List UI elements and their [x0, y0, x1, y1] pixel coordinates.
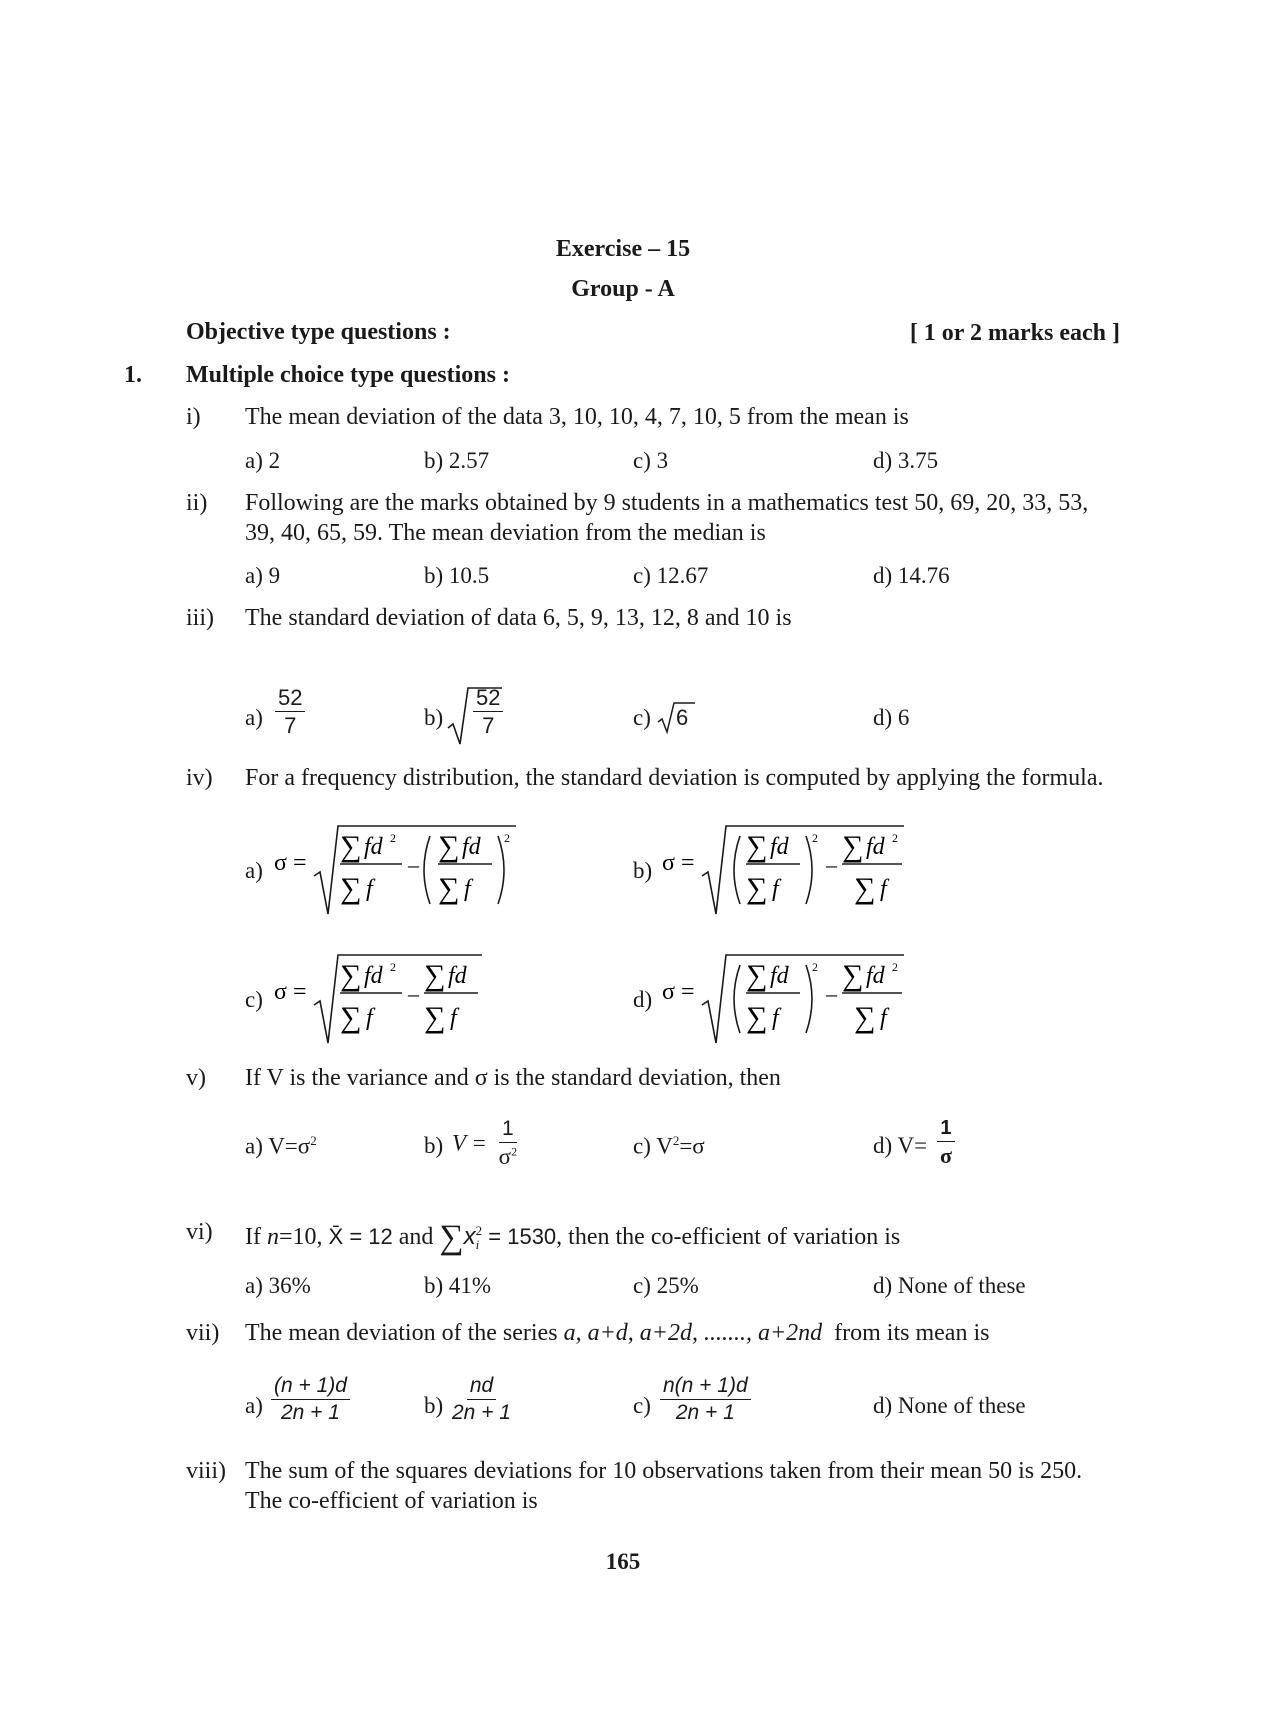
q1-option-a: a) 2 — [245, 448, 281, 473]
q4-b-sq1: 2 — [812, 831, 818, 845]
objective-heading: Objective type questions : — [186, 319, 451, 345]
q7-number: vii) — [186, 1320, 220, 1346]
q2-text-line1: Following are the marks obtained by 9 students in a mathematics test 50, 69, 20, 33, 53, — [245, 490, 1089, 516]
q4-d-fd: fd — [770, 963, 789, 989]
q4-option-c-label: c) — [245, 987, 263, 1012]
q8-text-line2: The co-efficient of variation is — [245, 1488, 538, 1514]
q6-n: n — [266, 1224, 279, 1250]
q4-b-minus: – — [826, 852, 837, 877]
q4-d-minus: – — [826, 981, 837, 1006]
q6-option-d: d) None of these — [873, 1273, 1026, 1298]
q4-text: For a frequency distribution, the standard deviation is computed by applying the formula. — [245, 765, 1104, 791]
q4-option-b-formula — [658, 818, 908, 918]
q7-a-num: (n + 1)d — [271, 1375, 350, 1400]
q4-d-sigma-eq: σ = — [662, 979, 695, 1005]
q5-b-lhs: V = — [452, 1130, 487, 1156]
q4-b-f2: f — [880, 876, 887, 902]
mcq-heading: Multiple choice type questions : — [186, 362, 510, 388]
q3-b-numerator: 52 — [473, 686, 503, 712]
q3-option-c-label: c) — [633, 705, 651, 730]
q7-option-a-fraction — [268, 1375, 353, 1424]
q6-number: vi) — [186, 1219, 213, 1245]
q6-option-b: b) 41% — [424, 1273, 492, 1298]
q3-a-numerator: 52 — [275, 686, 305, 712]
q4-b-f1: f — [772, 876, 779, 902]
q5-option-b-expr — [452, 1118, 523, 1169]
q3-b-denominator: 7 — [482, 713, 495, 739]
q4-a-minus: – — [408, 852, 419, 877]
q4-option-a-label: a) — [245, 858, 263, 883]
q4-a-sigma-eq: σ = — [274, 850, 307, 876]
q4-a-sq1: 2 — [390, 831, 396, 845]
q4-c-minus: – — [408, 981, 419, 1006]
q7-a-den: 2n + 1 — [280, 1401, 340, 1425]
q6-n-eq: =10, — [278, 1224, 329, 1250]
q5-a-text: a) V=σ — [245, 1133, 311, 1159]
q1-text: The mean deviation of the data 3, 10, 10, 4, 7, 10, 5 from the mean is — [245, 404, 909, 430]
q5-option-c — [633, 1133, 705, 1160]
q4-option-d-formula — [658, 947, 908, 1047]
q5-d-den: σ — [940, 1143, 952, 1168]
question-number: 1. — [124, 362, 142, 388]
q2-option-a: a) 9 — [245, 563, 281, 588]
q7-text — [245, 1320, 989, 1347]
q6-eq: = 1530 — [482, 1224, 557, 1249]
q1-number: i) — [186, 404, 201, 430]
q7-option-c-label: c) — [633, 1393, 651, 1418]
q4-d-sum3: ∑ — [842, 959, 864, 992]
q6-xbar: X̄ = 12 — [328, 1224, 393, 1249]
q3-option-c-value: 6 — [676, 705, 689, 730]
q2-text-line2: 39, 40, 65, 59. The mean deviation from the median is — [245, 520, 766, 546]
q4-d-sq1: 2 — [812, 960, 818, 974]
q5-a-sup: 2 — [310, 1133, 317, 1148]
q7-option-b-fraction — [446, 1375, 517, 1424]
q4-c-sq: 2 — [390, 960, 396, 974]
q7-b-num: nd — [467, 1375, 496, 1400]
q4-a-sum3: ∑ — [438, 830, 460, 863]
q6-option-a: a) 36% — [245, 1273, 311, 1298]
q5-option-d-label: d) V= — [873, 1133, 928, 1158]
q7-c-num: n(n + 1)d — [660, 1375, 751, 1400]
q4-d-sum2: ∑ — [746, 1001, 768, 1034]
q4-b-sigma-eq: σ = — [662, 850, 695, 876]
exercise-title: Exercise – 15 — [555, 236, 691, 262]
q4-c-sum3: ∑ — [424, 959, 446, 992]
q4-b-sum4: ∑ — [854, 872, 876, 905]
q6-sup: 2 — [475, 1223, 483, 1239]
q5-option-b-label: b) — [424, 1133, 444, 1158]
q4-c-sum1: ∑ — [340, 959, 362, 992]
q4-b-fd2: fd — [866, 834, 885, 860]
q4-d-f1: f — [772, 1005, 779, 1031]
q5-c-text: c) V — [633, 1133, 673, 1159]
q4-b-fd: fd — [770, 834, 789, 860]
q5-option-d-fraction — [934, 1118, 958, 1167]
q4-a-f2: f — [464, 876, 471, 902]
q4-a-f1: f — [366, 876, 373, 902]
q3-a-denominator: 7 — [284, 713, 297, 739]
q4-d-sum4: ∑ — [854, 1001, 876, 1034]
q4-c-sum2: ∑ — [340, 1001, 362, 1034]
q6-x: x — [463, 1223, 476, 1250]
q4-option-a-formula — [270, 818, 520, 918]
q2-option-d: d) 14.76 — [873, 563, 950, 588]
q4-a-sum1: ∑ — [340, 830, 362, 863]
q5-c-sup: 2 — [672, 1133, 680, 1148]
q7-option-b-label: b) — [424, 1393, 444, 1418]
q7-post: from its mean is — [822, 1320, 990, 1346]
q4-option-b-label: b) — [633, 858, 653, 883]
q4-c-f1: f — [366, 1005, 373, 1031]
q4-c-fd: fd — [448, 963, 467, 989]
q5-d-num: 1 — [937, 1118, 954, 1142]
q3-option-b-fraction — [470, 686, 506, 737]
q6-and: and — [392, 1224, 440, 1250]
q5-number: v) — [186, 1065, 206, 1091]
q7-b-den: 2n + 1 — [452, 1401, 511, 1425]
group-title: Group - A — [571, 276, 675, 302]
q8-number: viii) — [186, 1458, 226, 1484]
q3-option-a-fraction — [272, 686, 308, 737]
q1-option-d: d) 3.75 — [873, 448, 939, 473]
q7-option-d: d) None of these — [873, 1393, 1026, 1418]
q4-b-sum2: ∑ — [746, 872, 768, 905]
q7-pre: The mean deviation of the series — [245, 1320, 564, 1346]
q4-c-sum4: ∑ — [424, 1001, 446, 1034]
q3-number: iii) — [186, 605, 214, 631]
q4-d-sq2: 2 — [892, 960, 898, 974]
q4-a-sum4: ∑ — [438, 872, 460, 905]
page-number: 165 — [605, 1549, 641, 1574]
q3-option-b-label: b) — [424, 705, 444, 730]
q4-a-fd2: fd — [364, 834, 383, 860]
q7-series: a, a+d, a+2d, ......., a+2nd — [563, 1320, 823, 1346]
q6-post: , then the co-efficient of variation is — [556, 1224, 901, 1250]
q5-text: If V is the variance and σ is the standard deviation, then — [245, 1065, 781, 1091]
q5-c-rest: =σ — [679, 1133, 705, 1159]
q4-a-fd: fd — [462, 834, 481, 860]
q3-option-a-label: a) — [245, 705, 263, 730]
q4-a-sum2: ∑ — [340, 872, 362, 905]
q1-option-c: c) 3 — [633, 448, 669, 473]
q5-option-a — [245, 1133, 317, 1160]
q2-number: ii) — [186, 490, 208, 516]
q4-number: iv) — [186, 765, 213, 791]
q6-sum: ∑ — [439, 1219, 464, 1256]
q5-b-den-sup: 2 — [511, 1144, 518, 1159]
q2-option-b: b) 10.5 — [424, 563, 490, 588]
q4-b-sq2: 2 — [892, 831, 898, 845]
q6-sub: i — [475, 1237, 480, 1253]
q7-c-den: 2n + 1 — [675, 1401, 735, 1425]
q4-d-f2: f — [880, 1005, 887, 1031]
q5-b-num: 1 — [499, 1118, 517, 1143]
q4-c-sigma-eq: σ = — [274, 979, 307, 1005]
q4-b-sum1: ∑ — [746, 830, 768, 863]
q4-c-f2: f — [450, 1005, 457, 1031]
q4-a-sq2: 2 — [504, 831, 510, 845]
q2-option-c: c) 12.67 — [633, 563, 709, 588]
q6-text — [245, 1219, 900, 1257]
q7-option-c-fraction — [657, 1375, 754, 1424]
q4-option-c-formula — [270, 947, 490, 1047]
q4-b-sum3: ∑ — [842, 830, 864, 863]
q4-option-d-label: d) — [633, 987, 653, 1012]
q6-pre: If — [245, 1224, 267, 1250]
q4-d-sum1: ∑ — [746, 959, 768, 992]
q3-text: The standard deviation of data 6, 5, 9, 13, 12, 8 and 10 is — [245, 605, 792, 631]
q3-option-d: d) 6 — [873, 705, 910, 730]
q7-option-a-label: a) — [245, 1393, 263, 1418]
marks-label: [ 1 or 2 marks each ] — [909, 320, 1120, 346]
q5-b-den: σ — [498, 1144, 512, 1170]
q4-c-fd2: fd — [364, 963, 383, 989]
q4-d-fd2: fd — [866, 963, 885, 989]
q8-text-line1: The sum of the squares deviations for 10 observations taken from their mean 50 is 250. — [245, 1458, 1083, 1484]
q6-option-c: c) 25% — [633, 1273, 699, 1298]
q1-option-b: b) 2.57 — [424, 448, 490, 473]
